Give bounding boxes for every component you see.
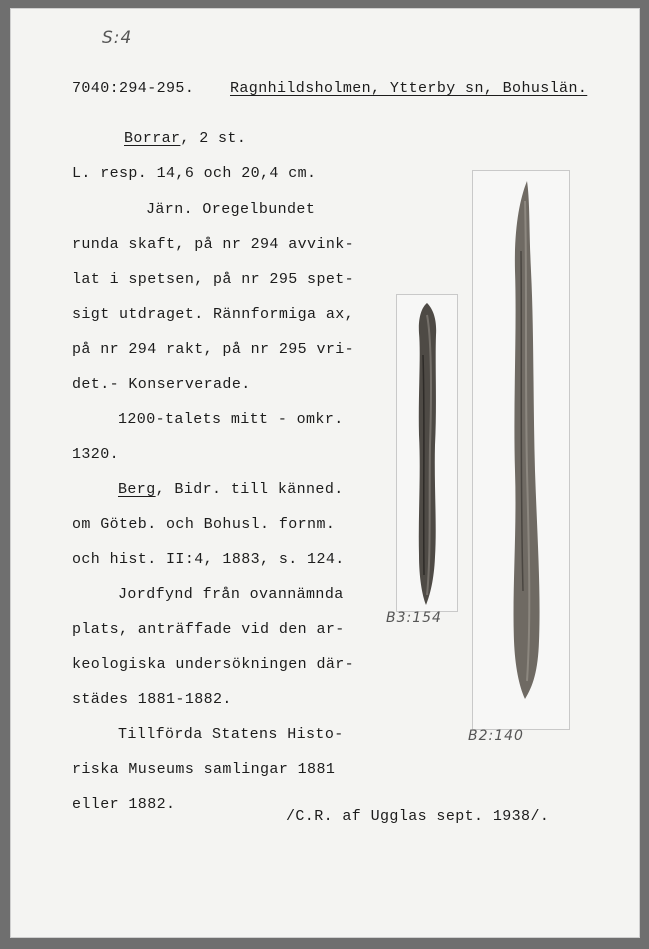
desc-line: L. resp. 14,6 och 20,4 cm. xyxy=(72,165,317,182)
find-line: plats, anträffade vid den ar- xyxy=(72,621,345,638)
reference-line: om Göteb. och Bohusl. fornm. xyxy=(72,516,336,533)
desc-line: sigt utdraget. Rännformiga ax, xyxy=(72,306,355,323)
reference-title: , Bidr. till känned. xyxy=(155,481,344,498)
dating-line: 1200-talets mitt - omkr. xyxy=(118,411,344,428)
desc-line: på nr 294 rakt, på nr 295 vri- xyxy=(72,341,355,358)
photo-borr-large xyxy=(472,170,570,730)
find-place: Ragnhildsholmen, Ytterby sn, Bohuslän. xyxy=(230,80,588,97)
desc-line: Järn. Oregelbundet xyxy=(146,201,316,218)
photo-label-large: B2:140 xyxy=(468,728,524,744)
catalog-card xyxy=(10,8,640,938)
desc-line: lat i spetsen, på nr 295 spet- xyxy=(72,271,355,288)
find-line: eller 1882. xyxy=(72,796,176,813)
find-line: Jordfynd från ovannämnda xyxy=(118,586,344,603)
object-count: , 2 st. xyxy=(180,130,247,147)
reference-line: och hist. II:4, 1883, s. 124. xyxy=(72,551,345,568)
iron-borer-small-image xyxy=(397,295,457,611)
iron-borer-large-image xyxy=(473,171,569,729)
desc-line: runda skaft, på nr 294 avvink- xyxy=(72,236,355,253)
find-line: Tillförda Statens Histo- xyxy=(118,726,344,743)
page-number-handwritten: S:4 xyxy=(102,28,133,48)
object-name: Borrar xyxy=(124,130,181,147)
catalog-number: 7040:294-295. xyxy=(72,80,195,97)
photo-borr-small xyxy=(396,294,458,612)
object-heading xyxy=(124,130,246,147)
photo-label-small: B3:154 xyxy=(386,610,442,626)
find-line: riska Museums samlingar 1881 xyxy=(72,761,336,778)
signature: /C.R. af Ugglas sept. 1938/. xyxy=(286,808,550,825)
dating-line: 1320. xyxy=(72,446,120,463)
find-line: keologiska undersökningen där- xyxy=(72,656,355,673)
reference-author: Berg xyxy=(118,481,156,498)
find-line: städes 1881-1882. xyxy=(72,691,232,708)
reference-line xyxy=(118,481,344,498)
desc-line: det.- Konserverade. xyxy=(72,376,251,393)
